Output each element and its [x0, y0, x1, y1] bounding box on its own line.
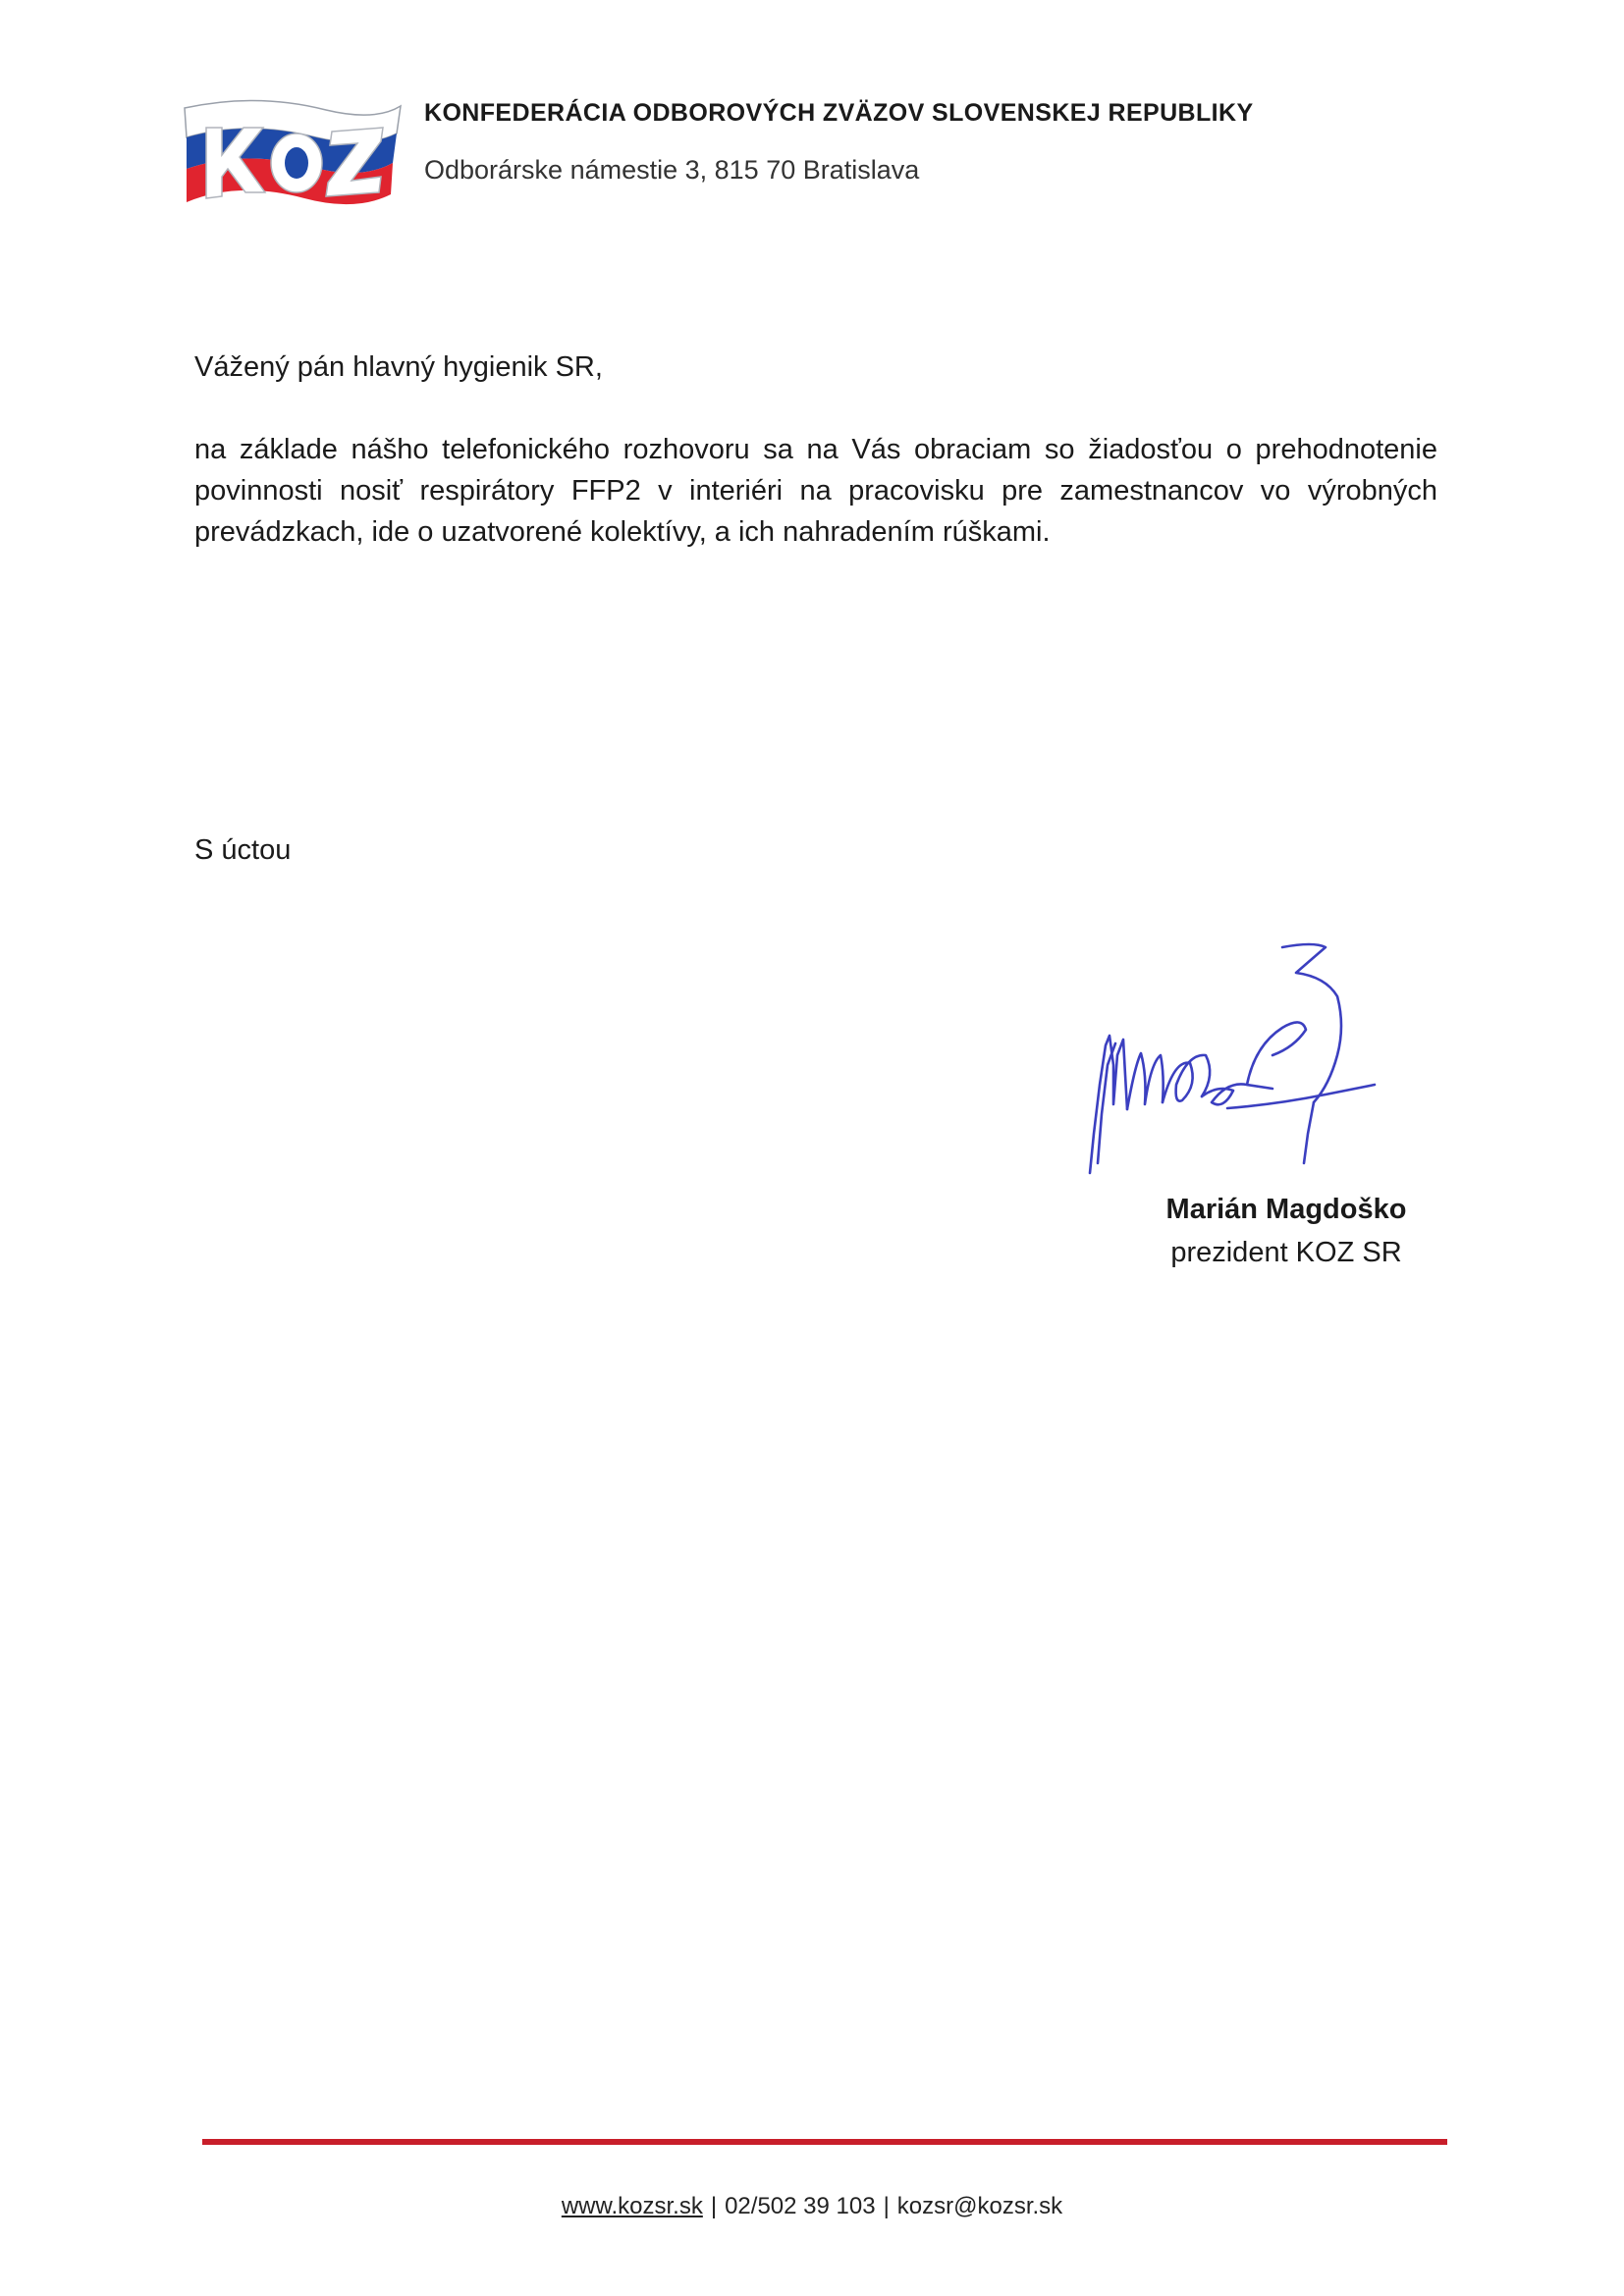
footer-separator: | — [883, 2193, 890, 2219]
organization-address: Odborárske námestie 3, 815 70 Bratislava — [424, 155, 920, 185]
signatory-name: Marián Magdoško — [1165, 1194, 1407, 1225]
phone-number: 02/502 39 103 — [725, 2193, 876, 2219]
salutation: Vážený pán hlavný hygienik SR, — [194, 351, 603, 383]
organization-name: KONFEDERÁCIA ODBOROVÝCH ZVÄZOV SLOVENSKEJ REPUBLIKY — [424, 99, 1254, 127]
closing-phrase: S úctou — [194, 834, 292, 866]
koz-logo — [179, 98, 405, 206]
footer-divider — [202, 2139, 1447, 2145]
signatory-title: prezident KOZ SR — [1170, 1237, 1402, 1268]
handwritten-signature — [1080, 937, 1394, 1183]
website-link[interactable]: www.kozsr.sk — [561, 2193, 703, 2219]
email-address: kozsr@kozsr.sk — [896, 2193, 1063, 2219]
letter-body: na základe nášho telefonického rozhovoru sa na Vás obraciam so žiadosťou o prehodnotenie povinnosti nosiť respirátory FFP2 v interiéri na pracovisku pre zamestnancov vo výrobných prevádzkach, ide o uzatvorené kolektívy, a ich nahradením rúškami. — [194, 434, 1437, 548]
footer-contacts — [0, 2193, 1624, 2220]
footer-separator: | — [710, 2193, 718, 2219]
